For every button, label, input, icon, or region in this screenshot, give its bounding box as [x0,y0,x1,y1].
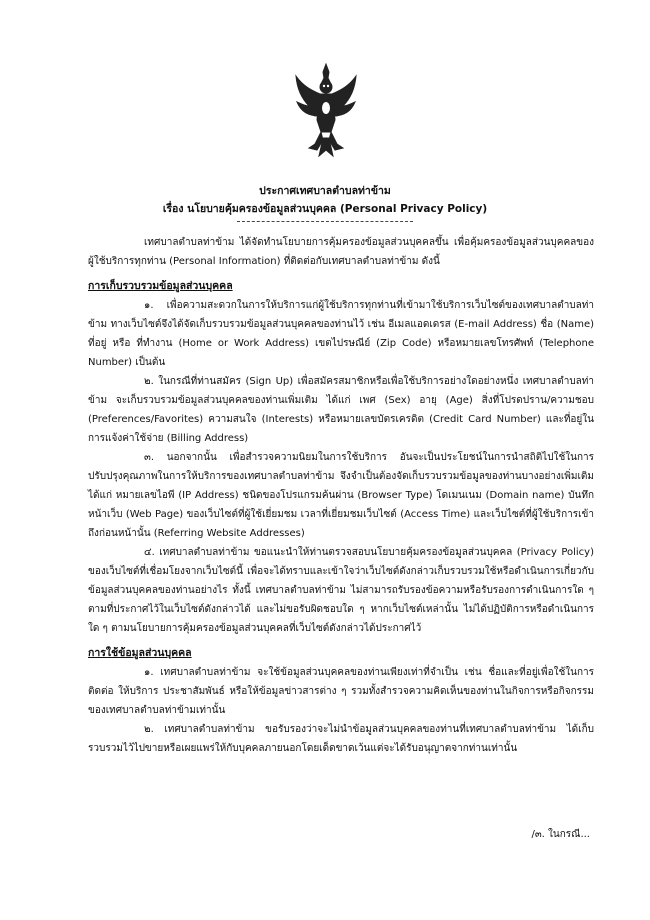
collection-paragraph-2: ๒. ในกรณีที่ท่านสมัคร (Sign Up) เพื่อสมัครสมาชิกหรือเพื่อใช้บริการอย่างใดอย่างหนึ่ง เทศบาลตำบลท่าข้าม จะเก็บรวบรวมข้อมูลส่วนบุคคลของท่านเพิ่มเติม ได้แก่ เพศ (Sex) อายุ (Age) สิ่งที่โปรดปราน/ความชอบ (Preferences/Favorites) ความสนใจ (Interests) หรือหมายเลขบัตรเครดิต (Credit Card Number) และที่อยู่ในการแจ้งค่าใช้จ่าย (Billing Address) [88,376,594,444]
document-body [88,233,594,758]
section-title-collection: การเก็บรวบรวมข้อมูลส่วนบุคคล [88,280,233,292]
garuda-emblem-icon [293,62,359,158]
usage-paragraph-1: ๑. เทศบาลตำบลท่าข้าม จะใช้ข้อมูลส่วนบุคคลของท่านเพียงเท่าที่จำเป็น เช่น ชื่อและที่อยู่เพื่อใช้ในการติดต่อ ให้บริการ ประชาสัมพันธ์ หรือให้ข้อมูลข่าวสารต่าง ๆ รวมทั้งสำรวจความคิดเห็นของท่านในกิจการหรือกิจกรรมของเทศบาลตำบลท่าข้ามเท่านั้น [88,667,594,716]
section-title-usage: การใช้ข้อมูลส่วนบุคคล [88,647,192,659]
collection-paragraph-3: ๓. นอกจากนั้น เพื่อสำรวจความนิยมในการใช้บริการ อันจะเป็นประโยชน์ในการนำสถิติไปใช้ในการปรับปรุงคุณภาพในการให้บริการของเทศบาลตำบลท่าข้าม จึงจำเป็นต้องจัดเก็บรวบรวมข้อมูลของท่านบางอย่างเพิ่มเติม ได้แก่ หมายเลขไอพี (IP Address) ชนิดของโปรแกรมค้นผ่าน (Browser Type) โดเมนเนม (Domain name) บันทึกหน้าเว็บ (Web Page) ของเว็บไซต์ที่ผู้ใช้เยี่ยมชม เวลาที่เยี่ยมชมเว็บไซต์ (Access Time) และเว็บไซต์ที่ผู้ใช้บริการเข้าถึงก่อนหน้านั้น (Referring Website Addresses) [88,452,594,539]
usage-paragraph-2: ๒. เทศบาลตำบลท่าข้าม ขอรับรองว่าจะไม่นำข้อมูลส่วนบุคคลของท่านที่เทศบาลตำบลท่าข้าม ได้เก็บรวบรวมไว้ไปขายหรือเผยแพร่ให้กับบุคคลภายนอกโดยเด็ดขาดเว้นแต่จะได้รับอนุญาตจากท่านเท่านั้น [88,724,594,754]
intro-paragraph: เทศบาลตำบลท่าข้าม ได้จัดทำนโยบายการคุ้มครองข้อมูลส่วนบุคคลขึ้น เพื่อคุ้มครองข้อมูลส่วนบุคคลของผู้ใช้บริการทุกท่าน (Personal Information) ที่ติดต่อกับเทศบาลตำบลท่าข้าม ดังนี้ [88,237,594,267]
announcement-title: ประกาศเทศบาลตำบลท่าข้าม [259,185,391,197]
title-divider [237,221,413,222]
continuation-note: /๓. ในกรณี... [531,829,590,840]
collection-paragraph-4: ๔. เทศบาลตำบลท่าข้าม ขอแนะนำให้ท่านตรวจสอบนโยบายคุ้มครองข้อมูลส่วนบุคคล (Privacy Policy) ของเว็บไซต์ที่เชื่อมโยงจากเว็บไซต์นี้ เพื่อจะได้ทราบและเข้าใจว่าเว็บไซต์ดังกล่าวเก็บรวบรวมใช้หรือดำเนินการเกี่ยวกับข้อมูลส่วนบุคคลของท่านอย่างไร ทั้งนี้ เทศบาลตำบลท่าข้าม ไม่สามารถรับรองข้อความหรือรับรองการดำเนินการใด ๆ ตามที่ประกาศไว้ในเว็บไซต์ดังกล่าวได้ และไม่ขอรับผิดชอบใด ๆ หากเว็บไซต์เหล่านั้น ไม่ได้ปฏิบัติการหรือดำเนินการใด ๆ ตามนโยบายการคุ้มครองข้อมูลส่วนบุคคลที่เว็บไซต์ดังกล่าวได้ประกาศไว้ [88,547,594,634]
collection-paragraph-1: ๑. เพื่อความสะดวกในการให้บริการแก่ผู้ใช้บริการทุกท่านที่เข้ามาใช้บริการเว็บไซต์ของเทศบาลตำบลท่าข้าม ทางเว็บไซต์จึงได้จัดเก็บรวบรวมข้อมูลส่วนบุคคลของท่านไว้ เช่น อีเมลแอดเดรส (E-mail Address) ชื่อ (Name) ที่อยู่ หรือ ที่ทำงาน (Home or Work Address) เขตไปรษณีย์ (Zip Code) หรือหมายเลขโทรศัพท์ (Telephone Number) เป็นต้น [88,300,594,368]
announcement-subject: เรื่อง นโยบายคุ้มครองข้อมูลส่วนบุคคล (Personal Privacy Policy) [162,203,488,215]
